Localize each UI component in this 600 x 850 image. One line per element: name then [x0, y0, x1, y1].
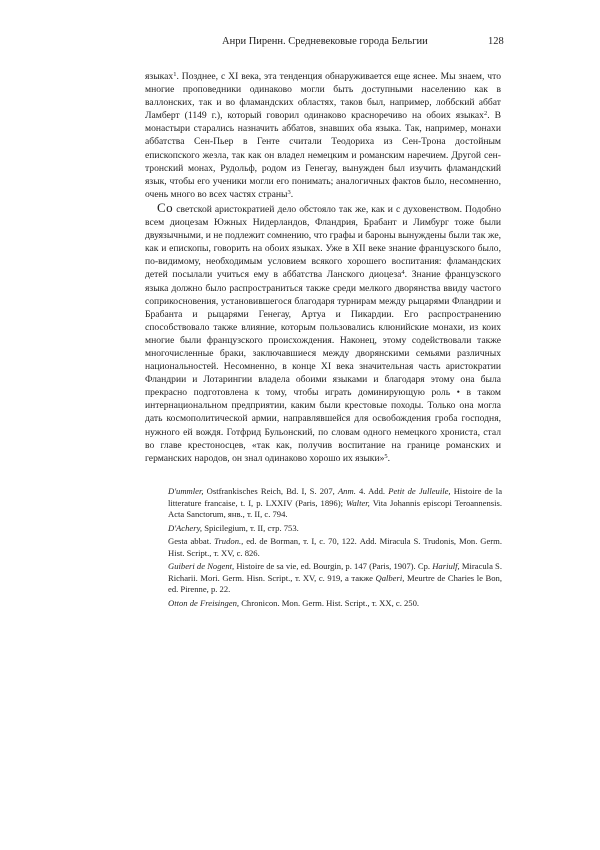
footnote-text: Ostfrankisches Reich, Bd. I, S. 207, [203, 486, 338, 496]
paragraph-1 [145, 70, 501, 201]
paragraph-2 [145, 201, 501, 465]
footnote-author: D'Achery, [168, 522, 203, 533]
footnote-text: Meurtre de Charies le Bon, ed. Pirenne, p. 22. [168, 572, 502, 594]
footnote-text: Histoire de sa vie, ed. Bourgin, p. 147 (Paris, 1907). Ср. [234, 561, 433, 571]
text-run: языках [145, 71, 174, 82]
text-run: . [387, 452, 391, 464]
text-run: . [290, 188, 294, 200]
footnote-ref: 3 [287, 188, 291, 196]
footnote-text: Histoire de la litterature francaise, t. I, p. LXXIV (Paris, 1896); [168, 486, 503, 508]
footnote-ref: 1 [173, 71, 177, 78]
footnote-text: Vita Johannis episcopi Teroannensis. Acta Sanctorum, янв., т. II, с. 794. [168, 497, 502, 519]
running-header [0, 36, 600, 52]
footnote-italic: Trudon., [214, 536, 244, 546]
footnote [168, 598, 502, 610]
footnote [168, 523, 502, 535]
main-text [145, 70, 501, 465]
footnote-text: Miracula S. Richarii. Mori. Germ. Hisn. Script., т. XV, с. 919, а также [168, 561, 502, 583]
footnote [168, 536, 502, 559]
footnote-ref: 5 [384, 452, 388, 460]
footnote-text: 4. Add. [355, 486, 389, 496]
footnote-text: ed. de Borman, т. I, с. 70, 122. Add. Miracula S. Trudonis, Mon. Germ. Hist. Script., т. XV, с. 826. [168, 536, 502, 558]
footnote-author: D'ummler, [168, 486, 204, 496]
footnote-italic: Qalberi, [375, 572, 405, 583]
footnotes [168, 486, 502, 611]
footnote-ref: 4 [401, 269, 405, 277]
text-run: светской аристократией дело обстояло так же, как и с духовенством. Подобно всем диоцезам Южных Нидерландов, Фландрия, Брабант и Лимбург тоже были двуязычными, и не подлежит сомнению, что графы и бароны вынуждены были так же, как и епископы, говорить на обоих языках. Уже в XII веке знание французского было, по-видимому, необходимым условием всякого хорошего воспитания: фламандских детей посылали учиться ему в аббатства Ланского диоцеза [145, 203, 501, 281]
footnote-italic: Hariulf, [432, 561, 460, 571]
footnote-text: Gesta abbat. [168, 536, 215, 546]
header-title: Анри Пиренн. Средневековые города Бельгии [222, 36, 428, 47]
text-run: . Позднее, с XI века, эта тенденция обнаруживается еще яснее. Мы знаем, что многие проповедники одинаково могли быть доступными населению как в валлонских, так и во фламандских областях, таков был, например, лоббский аббат Ламберт (1149 г.), который говорил одинаково красноречиво на обоих языках [145, 71, 501, 122]
initial-word: Со [157, 199, 174, 215]
footnote-text: Chronicon. Mon. Germ. Hist. Script., т. XX, с. 250. [239, 597, 420, 608]
footnote-italic: Anm. [337, 486, 356, 496]
page-number: 128 [488, 36, 504, 47]
footnote-italic: Walter, [346, 497, 370, 508]
footnote-author: Otton de Freisingen, [168, 597, 240, 608]
footnote [168, 486, 502, 521]
footnote [168, 561, 502, 596]
footnote-ref: 2 [483, 110, 488, 118]
footnote-text: Spicilegium, т. II, стр. 753. [202, 522, 299, 533]
text-run: . Знание французского языка должно было распространиться также среди мелкого дворянства ввиду частого соприкосновения, установившегося благодаря турнирам между рыцарями Фландрии и Брабанта и рыцарями Генегау, Артуа и Пикардии. Его распространению способствовало также влияние, которым пользовались клюнийские монахи, из коих многие были французского происхождения. Наконец, этому содействовали также многочисленные браки, заключавшиеся между дворянскими семьями различных национальностей. Несомненно, в конце XI века значительная часть аристократии Фландрии и Лотарингии владела обоими языками и благодаря этому она была прекрасно подготовлена к тому, чтобы играть доминирующую роль • в таком интернациональном предприятии, каким были крестовые походы. Только она могла дать космополитической армии, направлявшейся для освобождения гроба господня, нужного ей вождя. Готфрид Бульонский, по словам одного немецкого хрониста, стал во главе крестоносцев, «так как, получив воспитание на границе романских и германских народов, он знал одинаково хорошо их языки» [145, 269, 501, 464]
text-run: . В монастыри старались назначить аббатов, знавших оба языка. Так, например, монахи аббатства Сен-Пьер в Генте считали Теодориха из Сен-Трона достойным епископского жезла, так как он владел немецким и романским наречием. Другой сен-тронский монах, Рудольф, родом из Генегау, вынужден был изучить фламандский язык, чтобы его ученики могли его понимать; аналогичных фактов было, несомненно, очень много во всех частях страны [145, 110, 502, 200]
footnote-author: Guiberi de Nogent, [168, 561, 235, 571]
footnote-italic: Petit de Julleuile, [388, 486, 451, 496]
